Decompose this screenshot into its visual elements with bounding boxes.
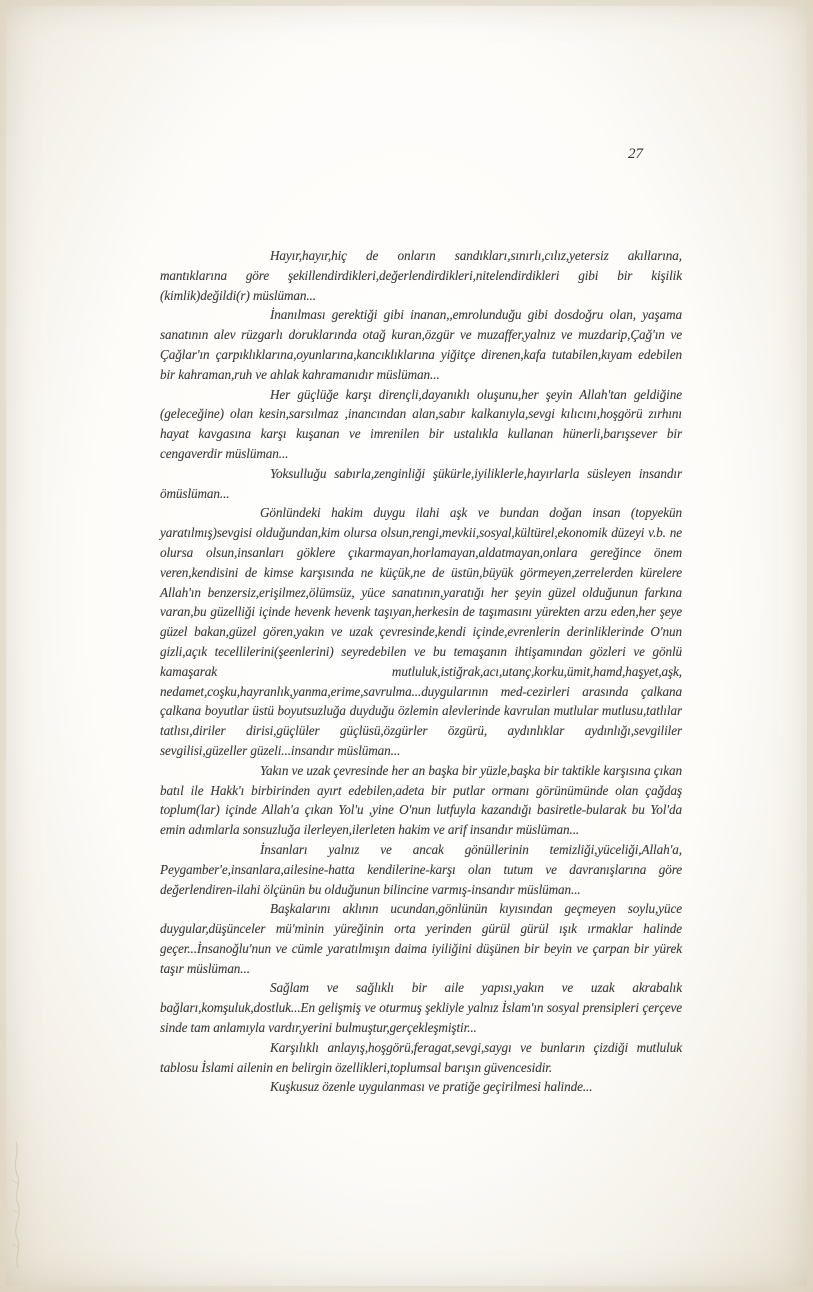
paragraph: Gönlündeki hakim duygu ilahi aşk ve bundan doğan insan (topyekün yaratılmış)sevgisi olduğundan,kim olursa olsun,rengi,mevkii,sosyal,kültürel,ekonomik düzeyi v.b. ne olursa olsun,insanları göklere çıkarmayan,horlamayan,aldatmayan,onlara gereğince önem veren,kendisini de kimse karşısında ne küçük,ne de üstün,büyük görmeyen,zerrelerden kürelere Allah'ın benzersiz,erişilmez,ölümsüz, yüce sanatının,yaratığı her şeyin güzel olduğunun farkına varan,bu güzelliği içinde hevenk hevenk taşıyan,herkesin de taşımasını yürekten arzu eden,her şeye güzel bakan,güzel gören,yakın ve uzak çevresinde,kendi içinde,evrenlerin derinliklerinde O'nun gizli,açık tecellilerini(şeenlerini) seyredebilen ve bu temaşanın ihtişamından gözleri ve gönlü kamaşarak mutluluk,istiğrak,acı,utanç,korku,ümit,hamd,haşyet,aşk, nedamet,coşku,hayranlık,yanma,erime,savrulma...duygularının med-cezirleri arasında çalkana çalkana boyutlar üstü boyutsuzluğa duyduğu özlemin alevlerinde kavrulan mutlular mutlusu,tatlılar tatlısı,diriler dirisi,güçlüler güçlüsü,özgürler özgürü, aydınlıklar aydınlığı,sevgililer sevgilisi,güzeller güzeli...insandır müslüman... [160,505,682,758]
paragraph: Yakın ve uzak çevresinde her an başka bir yüzle,başka bir taktikle karşısına çıkan batıl ile Hakk'ı birbirinden ayırt edebilen,adeta bir putlar ormanı görünümünde olan çağdaş toplum(lar) içinde Allah'a çıkan Yol'u ,yine O'nun lutfuyla kazandığı basiretle-bularak bu Yol'da emin adımlarla sonsuzluğa ilerleyen,ilerleten hakim ve arif insandır müslüman... [160,762,682,838]
paragraph: Hayır,hayır,hiç de onların sandıkları,sınırlı,cılız,yetersiz akıllarına, mantıklarına göre şekillendirdikleri,değerlendirdikleri,nitelendirdikleri gibi bir kişilik (kimlik)değildi(r) müslüman... [160,248,682,303]
paragraph: Her güçlüğe karşı dirençli,dayanıklı oluşunu,her şeyin Allah'tan geldiğine (geleceğine) olan kesin,sarsılmaz ,inancından alan,sabır kalkanıyla,sevgi kılıcını,hoşgörü zırhını hayat kavgasına karşı kuşanan ve imrenilen bir ustalıkla kullanan hünerli,barışsever bir cengaverdir müslüman... [160,386,682,461]
body-text [160,246,682,1097]
paragraph: Karşılıklı anlayış,hoşgörü,feragat,sevgi,saygı ve bunların çizdiği mutluluk tablosu İslami ailenin en belirgin özellikleri,toplumsal barışın güvencesidir. [160,1039,682,1075]
page-number: 27 [628,146,643,162]
paragraph: Kuşkusuz özenle uygulanması ve pratiğe geçirilmesi halinde... [270,1079,593,1095]
paragraph: Başkalarını aklının ucundan,gönlünün kıyısından geçmeyen soylu,yüce duygular,düşünceler mü'minin yüreğinin orta yerinden gürül gürül ışık ırmaklar halinde geçer...İnsanoğlu'nun ve cümle yaratılmışın daima iyiliğini düşünen bir beyin ve çarpan bir yürek taşır müslüman... [160,901,682,976]
paragraph: İnanılması gerektiği gibi inanan,,emrolunduğu gibi dosdoğru olan, yaşama sanatının alev rüzgarlı doruklarında otağ kuran,özgür ve muzaffer,yalnız ve muzdarip,Çağ'ın ve Çağlar'ın çarpıklıklarına,oyunlarına,kancıklıklarına yiğitçe direnen,kafa tutabilen,kıyam edebilen bir kahraman,ruh ve ahlak kahramanıdır müslüman... [160,307,682,382]
margin-handwriting-mark [6,1140,26,1270]
paragraph: Yoksulluğu sabırla,zenginliği şükürle,iyiliklerle,hayırlarla süsleyen insandır ömüslüman... [160,465,682,501]
paragraph: İnsanları yalnız ve ancak gönüllerinin temizliği,yüceliği,Allah'a, Peygamber'e,insanlara,ailesine-hatta kendilerine-karşı olan tutum ve davranışlarına göre değerlendiren-ilahi ölçünün bu olduğunun bilincine varmış-insandır müslüman... [160,841,682,897]
paragraph: Sağlam ve sağlıklı bir aile yapısı,yakın ve uzak akrabalık bağları,komşuluk,dostluk...En gelişmiş ve oturmuş şekliyle yalnız İslam'ın sosyal prensipleri çerçeve sinde tam anlamıyla vardır,yerini bulmuştur,gerçekleşmiştir... [160,980,682,1036]
